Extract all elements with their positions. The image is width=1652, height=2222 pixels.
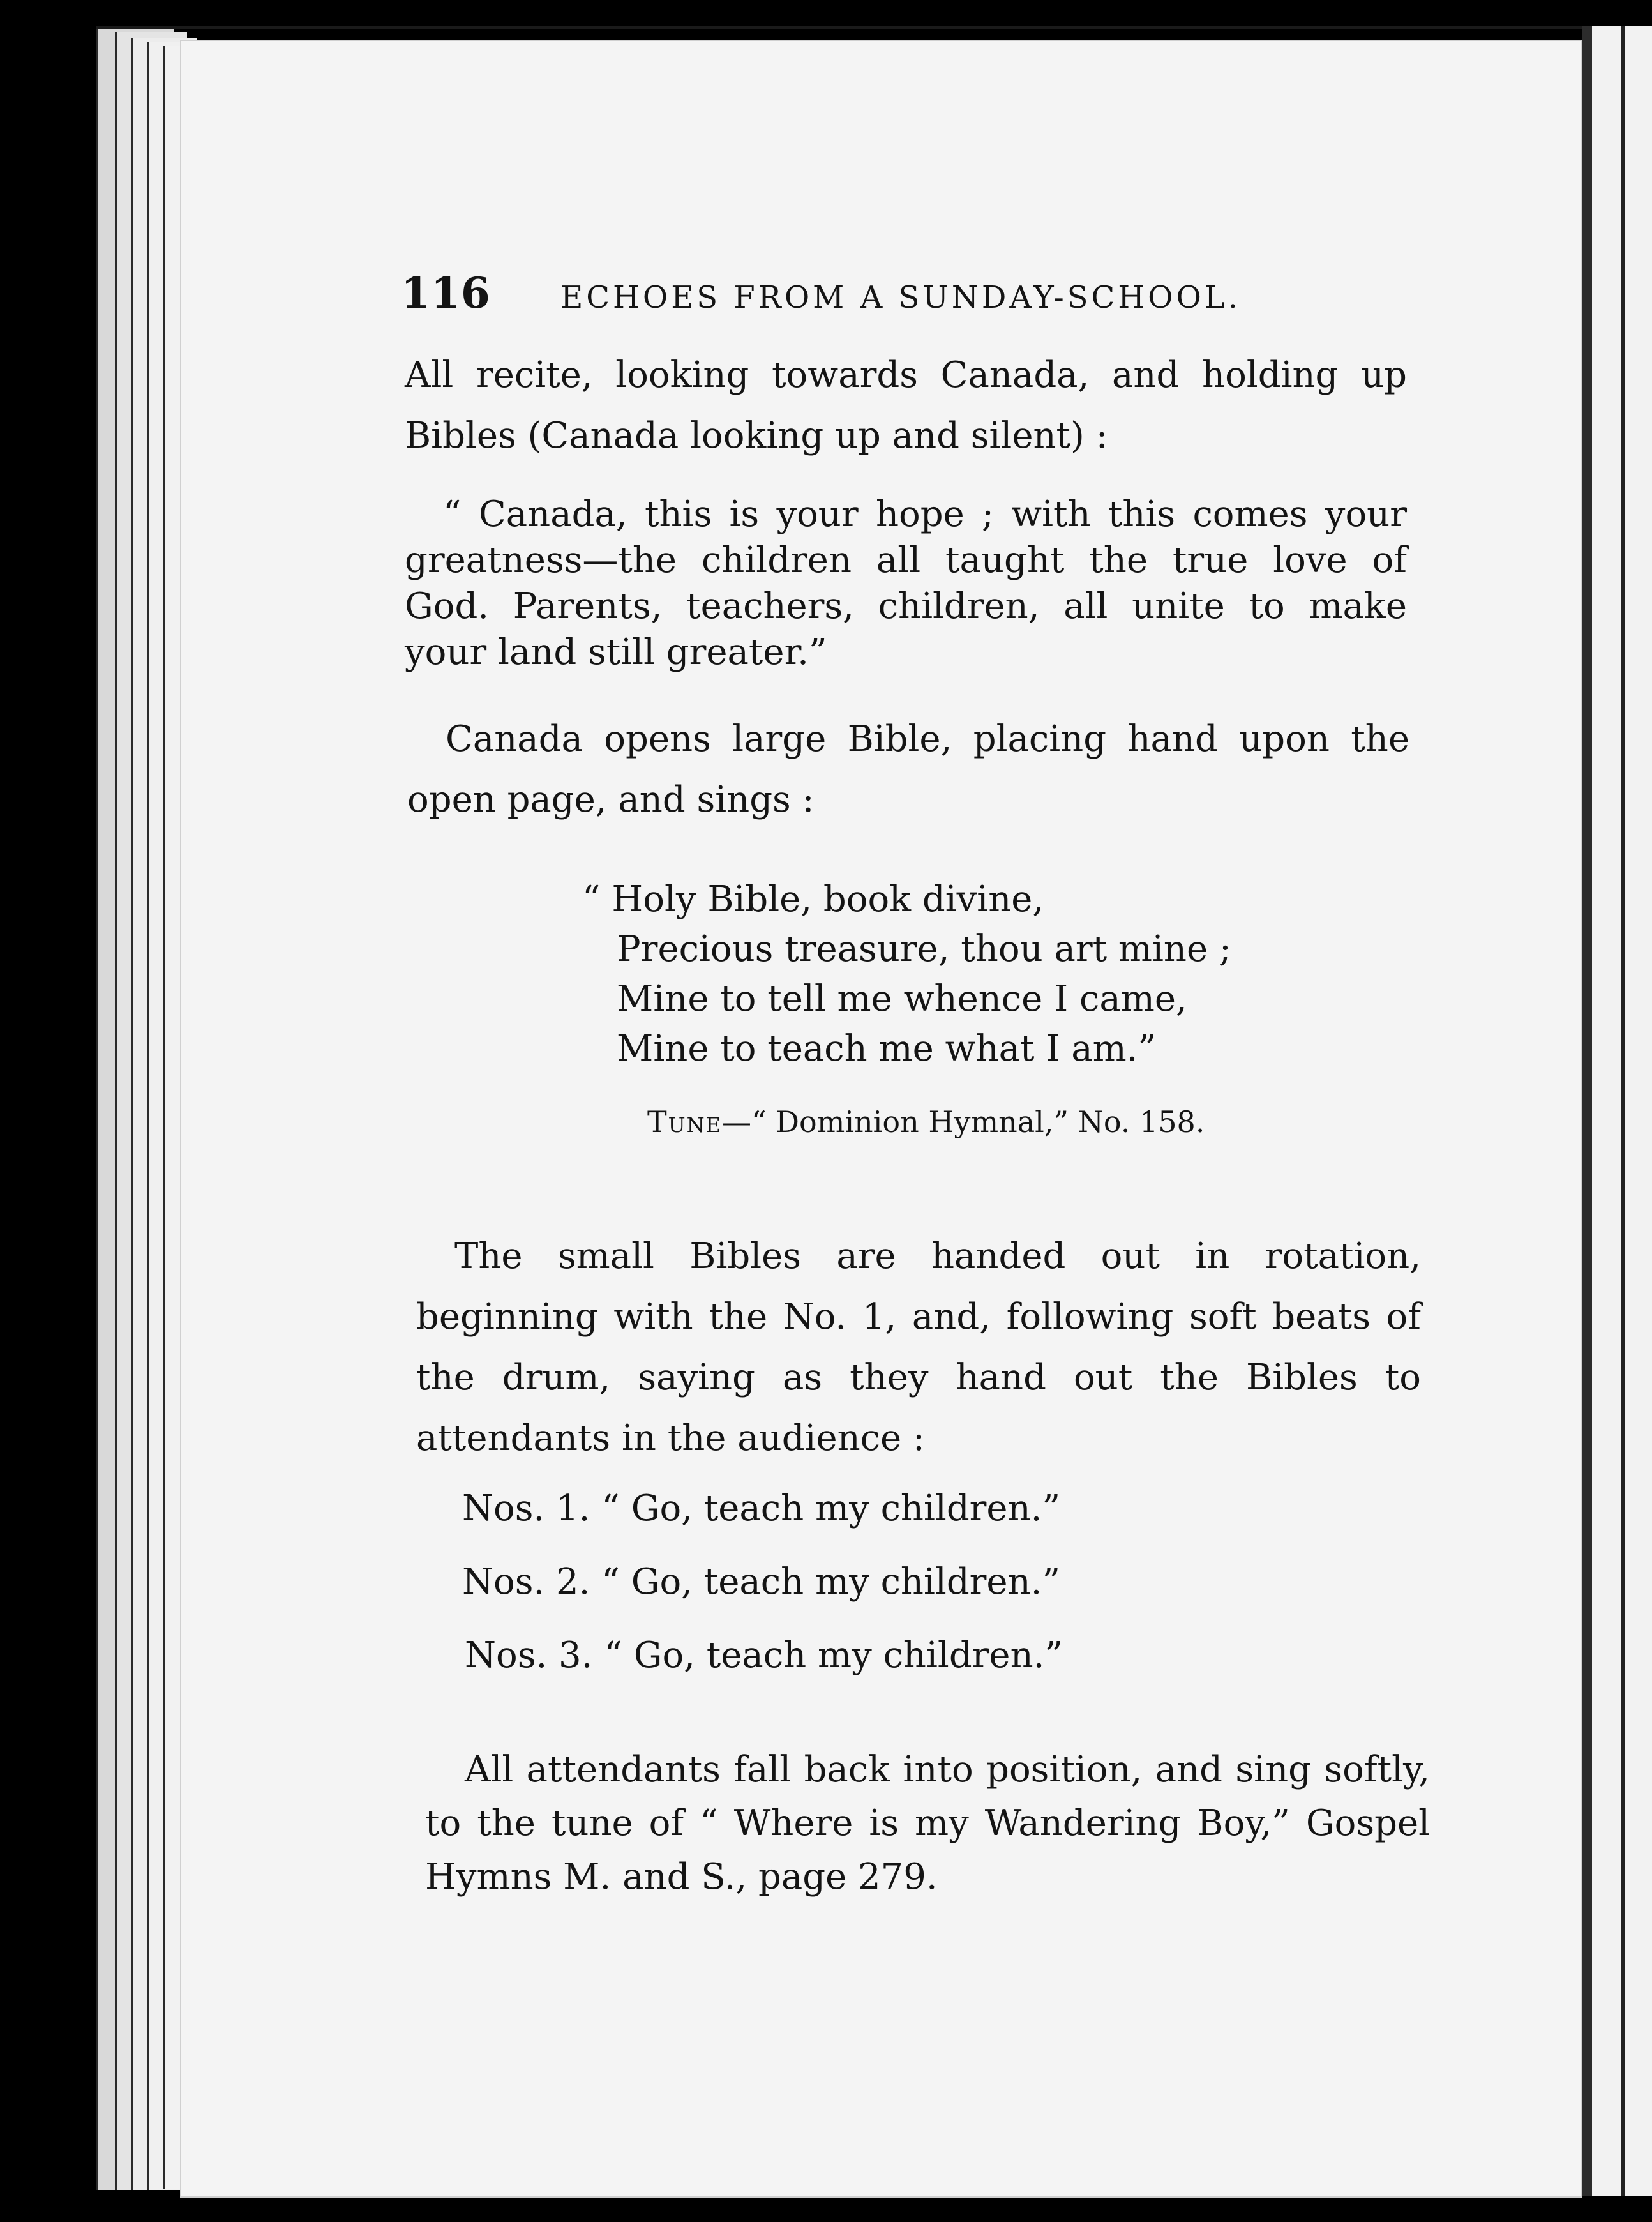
running-head	[401, 268, 1241, 318]
tune-label: Tune	[647, 1105, 723, 1139]
paragraph-4: All attendants fall back into position, and sing softly, to the tune of “ Where is my Wandering Boy,” Gospel Hymns M. and S., page 279.	[425, 1749, 1430, 1898]
gutter	[1582, 26, 1592, 2196]
nos-line: Nos. 1. “ Go, teach my children.”	[462, 1488, 1061, 1529]
paragraph-2: Canada opens large Bible, placing hand upon the open page, and sings :	[407, 718, 1409, 820]
verse-line: Mine to teach me what I am.”	[617, 1028, 1157, 1069]
paragraph-3: The small Bibles are handed out in rotation, beginning with the No. 1, and, following soft beats of the drum, saying as they hand out the Bibles to attendants in the audience :	[416, 1236, 1421, 1459]
running-title: ECHOES FROM A SUNDAY-SCHOOL.	[560, 280, 1241, 315]
verse-line: Mine to tell me whence I came,	[617, 978, 1187, 1020]
facing-page-edge	[1621, 26, 1625, 2196]
tune-text: —“ Dominion Hymnal,” No. 158.	[722, 1105, 1205, 1139]
tune-attribution	[647, 1105, 1205, 1139]
verse-line: Precious treasure, thou art mine ;	[617, 928, 1231, 970]
nos-line: Nos. 2. “ Go, teach my children.”	[462, 1561, 1061, 1603]
nos-line: Nos. 3. “ Go, teach my children.”	[465, 1635, 1063, 1676]
quote-1: “ Canada, this is your hope ; with this comes your greatness—the children all taught the true love of God. Parents, teachers, children, all unite to make your land still greater.”	[405, 494, 1407, 673]
top-border	[96, 26, 1583, 29]
page-number: 116	[401, 268, 491, 318]
paragraph-1: All recite, looking towards Canada, and holding up Bibles (Canada looking up and silent) :	[405, 354, 1407, 457]
verse-line: “ Holy Bible, book divine,	[582, 879, 1044, 920]
